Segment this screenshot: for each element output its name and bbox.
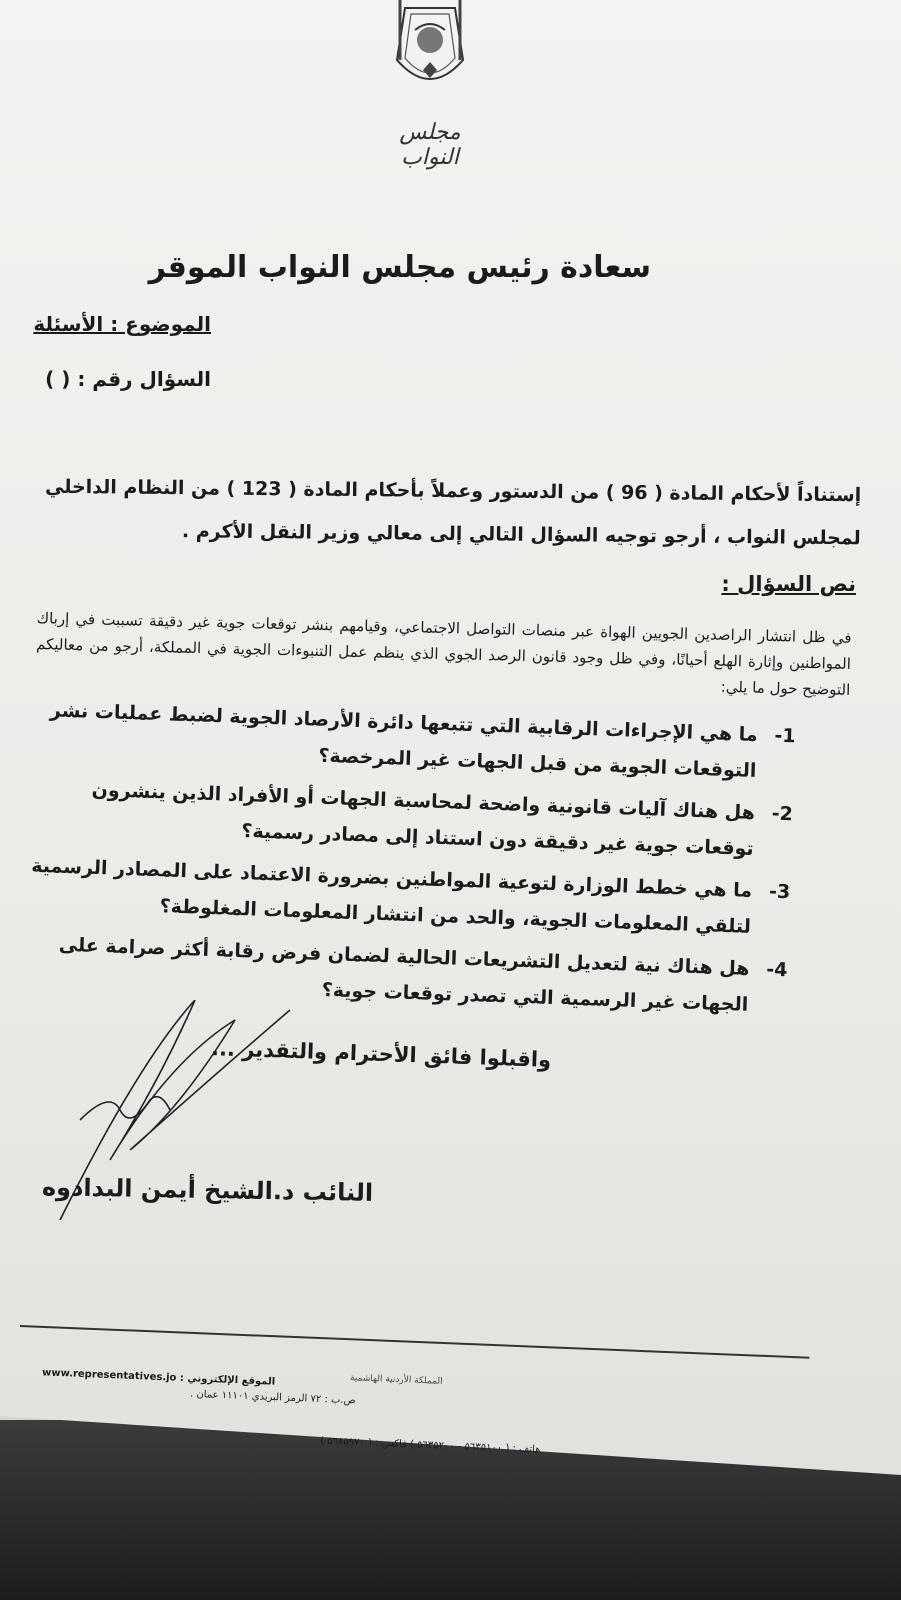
question-number: السؤال رقم : ( ) [45,367,211,391]
council-logo: مجلس النواب [399,120,461,170]
item-text: هل هناك نية لتعديل التشريعات الحالية لضمان فرض رقابة أكثر صرامة على الجهات غير الرسمية التي تصدر توقعات جوية؟ [58,933,750,1016]
subject-line: الموضوع : الأسئلة [33,312,211,336]
closing-line: واقبلوا فائق الأحترام والتقدير ... [210,1036,552,1072]
item-number: 4- [765,958,788,982]
signer-name: النائب د.الشيخ أيمن البدادوه [41,1173,374,1207]
addressee-heading: سعادة رئيس مجلس النواب الموقر [148,250,651,285]
intro-paragraph: إستناداً لأحكام المادة ( 96 ) من الدستور وعملاً بأحكام المادة ( 123 ) من النظام الداخلي لمجلس النواب ، أرجو توجيه السؤال التالي إلى معالي وزير النقل الأكرم . [44,475,862,550]
footer-address: ص.ب : ٧٢ الرمز البريدي ١١١٠١ عمان . [189,1388,356,1407]
footer-org: المملكة الأردنية الهاشمية [349,1373,443,1387]
question-body: في ظل انتشار الراصدين الجويين الهواة عبر منصات التواصل الاجتماعي، وقيامهم بنشر توقعات جوية غير دقيقة تسببت في إرباك المواطنين وإثارة الهلع أحيانًا، وفي ظل وجود قانون الرصد الجوي الذي ينظم عمل التنبوءات الجوية في المملكة، أرجو من معاليكم التوضيح حول ما يلي: [35,609,852,699]
item-number: 1- [774,724,796,748]
item-text: هل هناك آليات قانونية واضحة لمحاسبة الجهات أو الأفراد الذين ينشرون توقعات جوية غير دقيقة دون استناد إلى مصادر رسمية؟ [91,778,756,860]
item-number: 3- [768,880,791,904]
footer-website: www.representatives.jo : الموقع الإلكتروني [41,1367,276,1388]
footer-phone: هاتف : ( ٥٦٣٥١٠٠ - ٥٦٣٥٢٠٠ ) فاكس : ( ٥٦٨٥٩٧٠ ) [319,1435,541,1456]
item-number: 2- [771,802,794,826]
questions-list [26,692,796,1030]
item-text: ما هي خطط الوزارة لتوعية المواطنين بضرورة الاعتماد على المصادر الرسمية لتلقي المعلومات الجوية، والحد من انتشار المعلومات المغلوطة؟ [30,854,753,938]
item-text: ما هي الإجراءات الرقابية التي تتبعها دائرة الأرصاد الجوية لضبط عمليات نشر التوقعات الجوية من قبل الجهات غير المرخصة؟ [49,699,758,782]
emblem-icon [385,0,475,100]
question-heading: نص السؤال : [721,572,856,596]
